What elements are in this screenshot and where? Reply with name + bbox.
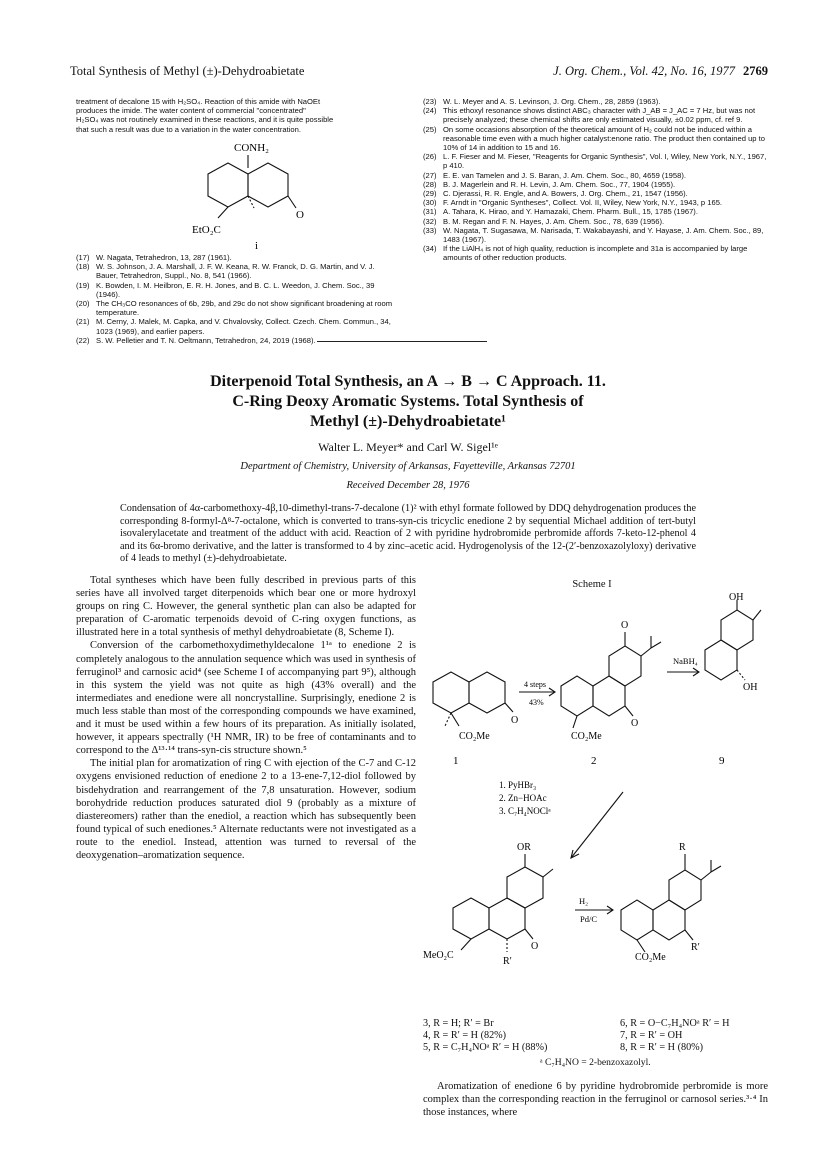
body-paragraph: Conversion of the carbomethoxydimethyldecalone 1¹ᵃ to enedione 2 is completely analogous to the annulation sequence which was used in synthesis of ferruginol³ and carnosic acid⁴ (see Scheme I of accompanying part 9⁵), although in this system the yield was not quite as high (43% overall) and the intermediates and enedione were all noncrystalline. Surprisingly, enedione 2 is much less stable than most of the corresponding compounds we have examined, and it must be used within a few hours of its preparation. As initially isolated, however, it appears spectrally (¹H NMR, IR) to be free of contaminants and to correspond to the Δ¹³·¹⁴ trans-syn-cis structure shown.⁵ — [76, 640, 416, 757]
reference-item: (32) B. M. Regan and F. N. Hayes, J. Am. Chem. Soc., 78, 639 (1956). — [423, 216, 665, 226]
reference-item: (23) W. L. Meyer and A. S. Levinson, J. Org. Chem., 28, 2859 (1963). — [423, 97, 661, 106]
scheme-i-diagram — [423, 592, 768, 1056]
note-line: treatment of decalone 15 with H₂SO₄. Reaction of this amide with NaOEt — [76, 97, 321, 106]
structure-i — [160, 138, 330, 250]
captions-right — [620, 1018, 780, 1054]
label-rp-3: R′ — [503, 956, 512, 967]
running-header-journal — [553, 64, 768, 79]
label-o-3: O — [531, 941, 539, 952]
title-line: Methyl (±)-Dehydroabietate¹ — [310, 413, 506, 430]
compound-number-9: 9 — [719, 755, 725, 767]
reference-item: (30) F. Arndt in "Organic Syntheses", Collect. Vol. II, Wiley, New York, N.Y., 1943, p 165. — [423, 198, 723, 208]
ring-c-2 — [609, 646, 641, 686]
body-paragraph: The initial plan for aromatization of ring C with ejection of the C-7 and C-12 oxygens envisioned reduction of enedione 2 to a 13-ene-7,12-diol followed by bisdehydration and rearrangement of the 7,8 unsaturation. However, sodium borohydride reduction produces saturated diol 9 (probably as a mixture of diastereomers) rather than the enediol, a reaction which has subsequently been found typical of such enediones.⁵ Alternate reductants were not investigated as a route to the enediol. Instead, attention was turned to reversal of the deoxygenation–aromatization sequence. — [76, 758, 416, 861]
authors: Walter L. Meyer* and Carl W. Sigel¹ᵉ — [318, 440, 498, 454]
label-or: OR — [517, 842, 531, 853]
reagent-2: 2. Zn−HOAc — [499, 793, 547, 803]
received-date: Received December 28, 1976 — [346, 480, 470, 491]
label-r-6: R — [679, 842, 686, 853]
label-oh-9a: OH — [729, 592, 744, 603]
label-rp-6: R′ — [691, 942, 700, 953]
reference-item: (18) W. S. Johnson, J. A. Marshall, J. F. W. Keana, R. W. Franck, D. G. Martin, and V. J. Bauer, Tetrahedron, Suppl., No. 8, 541 (1966). — [76, 262, 375, 281]
compound-number-1: 1 — [453, 755, 459, 767]
note-line: that such a result was due to a variation in the water concentration. — [76, 124, 301, 134]
section-divider — [317, 341, 487, 342]
references-left — [76, 253, 396, 345]
title-line: Diterpenoid Total Synthesis, an A → B → C Approach. 11. — [210, 373, 606, 390]
ring-a-6 — [621, 900, 653, 940]
label-co2me-2: CO₂Me — [571, 731, 602, 742]
reference-item: (17) W. Nagata, Tetrahedron, 13, 287 (1961). — [76, 253, 232, 262]
label-o-1: O — [511, 715, 519, 726]
ring-a-1 — [433, 672, 469, 713]
references-right — [423, 97, 768, 263]
label-co2me-1: CO₂Me — [459, 731, 490, 742]
caption-4: 4, R = R′ = H (82%) — [423, 1030, 507, 1041]
arrow1-label-top: 4 steps — [524, 680, 546, 689]
caption-7: 7, R = R′ = OH — [620, 1030, 683, 1041]
arrow3-label-bottom: Pd/C — [580, 914, 598, 924]
scheme-title: Scheme I — [572, 579, 612, 590]
reference-item: (20) The CH₃CO resonances of 6b, 29b, and 29c do not show significant broadening at room temperature. — [76, 299, 393, 318]
reference-item: (25) On some occasions absorption of the theoretical amount of H₂ could not be induced within a reasonable time even with a much higher catalyst:enone ratio. The product then contained up to 10% of 14 in addition to 15 and 16. — [423, 124, 765, 153]
caption-6: 6, R = O−C₇H₄NOᵃ R′ = H — [620, 1018, 730, 1029]
article-title — [120, 372, 696, 432]
body-paragraph: Total syntheses which have been fully described in previous parts of this series have all involved target diterpenoids which bear one or more hydroxyl groups on ring C. However, the general synthetic plan can also be adapted for preparation of C-aromatic terpenoids devoid of C-ring oxygen functions, as illustrated here in a total synthesis of methyl dehydroabietate (8, Scheme I). — [76, 575, 416, 639]
arrow1-label-bottom: 43% — [529, 698, 544, 707]
ring-b-2 — [593, 676, 625, 716]
page-number: 2769 — [743, 64, 768, 78]
label-o-2: O — [621, 620, 629, 631]
ring-9-a — [705, 640, 737, 680]
reference-item: (19) K. Bowden, I. M. Heilbron, E. R. H. Jones, and B. C. L. Weedon, J. Chem. Soc., 39 (1946). — [76, 280, 375, 299]
previous-article-note — [76, 97, 396, 134]
abstract: Condensation of 4α-carbomethoxy-4β,10-dimethyl-trans-7-decalone (1)² with ethyl formate followed by DDQ dehydrogenation produces the corresponding 8-formyl-Δ⁸-7-octalone, which is converted to trans-syn-cis tricyclic enedione 2 by sequential Michael addition of tert-butyl isovalerylacetate and treatment of the adduct with acid. Reaction of 2 with pyridine hydrobromide perbromide affords 7-keto-12-phenol 4 and its 6α-bromo derivative, and the latter is transformed to 4 by zinc–acetic acid. Hydrogenolysis of the 12-(2′-benzoxazolyloxy) derivative of 4 leads to methyl (±)-dehydroabietate. — [120, 503, 696, 565]
reference-item: (24) This ethoxyl resonance shows distinct ABC₃ character with J_AB = J_AC = 7 Hz, but was not precisely analyzed; these chemical shifts are only estimated visually, ±0.02 ppm, cf. ref 9. — [423, 106, 756, 125]
caption-3: 3, R = H; R′ = Br — [423, 1018, 494, 1029]
label-oh-9b: OH — [743, 682, 758, 693]
reference-item: (33) W. Nagata, T. Sugasawa, M. Narisada, T. Wakabayashi, and Y. Hayase, J. Am. Chem. Soc., 89, 1483 (1967). — [423, 225, 764, 245]
note-line: H₂SO₄ was not routinely examined in these reactions, and it is quite possible — [76, 115, 334, 125]
captions-left — [423, 1018, 593, 1054]
reference-item: (22) S. W. Pelletier and T. N. Oeltmann, Tetrahedron, 24, 2019 (1968). — [76, 335, 316, 345]
title-line: C-Ring Deoxy Aromatic Systems. Total Synthesis of — [232, 393, 584, 410]
ring-b-1 — [469, 672, 505, 713]
ring-a-2 — [561, 676, 593, 716]
body-column-right — [423, 1080, 768, 1119]
struct-label-conh2: CONH₂ — [234, 142, 270, 154]
body-paragraph: Aromatization of enedione 6 by pyridine hydrobromide perbromide is more complex than the corresponding reaction in the ferruginol or carnosol series.³·⁴ In those instances, where — [423, 1081, 768, 1119]
affiliation: Department of Chemistry, University of Arkansas, Fayetteville, Arkansas 72701 — [240, 461, 576, 472]
struct-label-o: O — [296, 209, 304, 221]
scheme-footnote: ᵃ C₇H₄NO = 2-benzoxazolyl. — [540, 1057, 651, 1068]
struct-label-i: i — [255, 240, 259, 250]
ring-b-6 — [653, 900, 685, 940]
arrow2-label: NaBH₄ — [673, 656, 698, 666]
reagent-1: 1. PyHBr₃ — [499, 780, 537, 790]
ring-c-6 — [669, 870, 701, 910]
reference-item: (28) B. J. Magerlein and R. H. Levin, J. Am. Chem. Soc., 77, 1904 (1955). — [423, 179, 676, 189]
ring-9-b — [721, 610, 753, 650]
reference-item: (26) L. F. Fieser and M. Fieser, "Reagents for Organic Synthesis", Vol. I, Wiley, New York, N.Y., 1967, p 410. — [423, 152, 767, 171]
caption-8: 8, R = R′ = H (80%) — [620, 1042, 704, 1053]
reagent-3: 3. C₇H₄NOClᵃ — [499, 806, 551, 816]
compound-number-2: 2 — [591, 755, 597, 767]
ring-c-3 — [507, 867, 543, 908]
reference-item: (27) E. E. van Tamelen and J. S. Baran, J. Am. Chem. Soc., 80, 4659 (1958). — [423, 170, 686, 180]
reference-item: (29) C. Djerassi, R. R. Engle, and A. Bowers, J. Org. Chem., 21, 1547 (1956). — [423, 189, 688, 199]
label-meo2c: MeO₂C — [423, 950, 454, 961]
reference-item: (34) If the LiAlH₄ is not of high quality, reduction is incomplete and 31a is accompanied by large amounts of other reduction products. — [423, 244, 748, 263]
note-line: produces the imide. The water content of commercial "concentrated" — [76, 106, 306, 116]
journal-citation: J. Org. Chem., Vol. 42, No. 16, 1977 — [553, 64, 735, 78]
ring-a-3 — [453, 898, 489, 939]
running-header-title: Total Synthesis of Methyl (±)-Dehydroabietate — [70, 64, 305, 78]
reference-item: (21) M. Cerny, J. Malek, M. Capka, and V. Chvalovsky, Collect. Czech. Chem. Commun., 34, 1023 (1969), and earlier papers. — [76, 317, 391, 336]
arrow3-label-top: H₂ — [579, 896, 589, 906]
body-column-left — [76, 574, 416, 862]
caption-5: 5, R = C₇H₄NOᵃ R′ = H (88%) — [423, 1042, 548, 1053]
label-co2me-6: CO₂Me — [635, 952, 666, 963]
label-o-2b: O — [631, 718, 639, 729]
struct-label-eto2c: EtO₂C — [192, 224, 221, 236]
ring-b-3 — [489, 898, 525, 939]
reference-item: (31) A. Tahara, K. Hirao, and Y. Hamazaki, Chem. Pharm. Bull., 15, 1785 (1967). — [423, 207, 698, 217]
